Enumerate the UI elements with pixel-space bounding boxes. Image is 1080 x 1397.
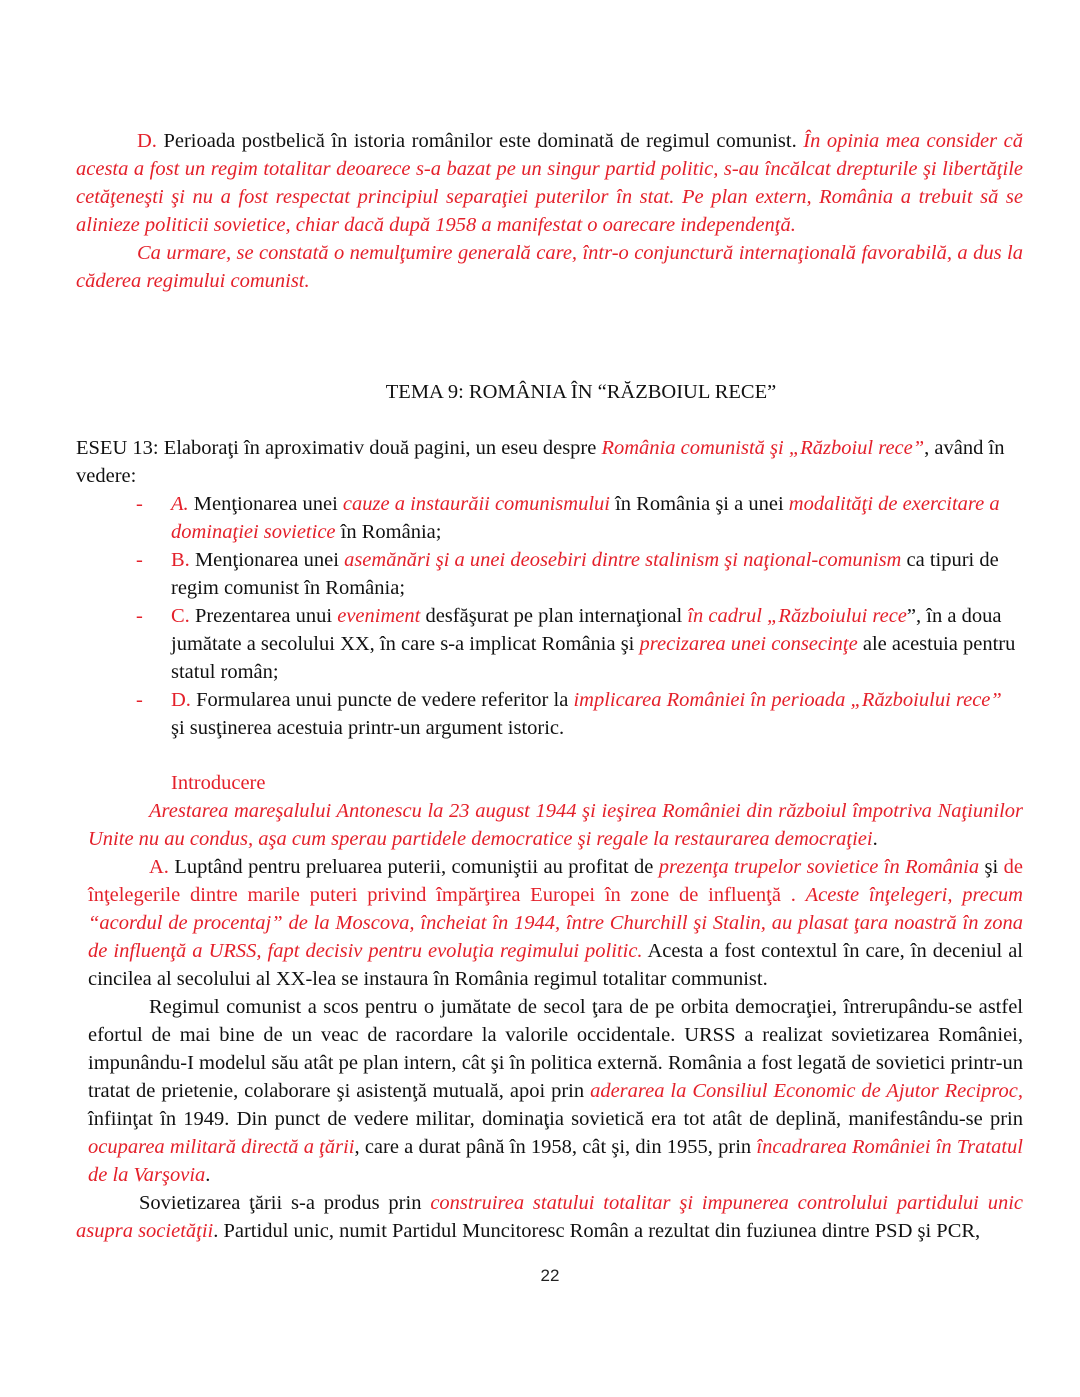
paragraph-highlight: ocuparea militară directă a ţării [88, 1136, 355, 1158]
intro-paragraph-4 [76, 1189, 1023, 1245]
paragraph-text: înfiinţat în 1949. Din punct de vedere militar, dominaţia sovietică era tot atât de deplină, manifestându-se prin [88, 1108, 1023, 1130]
requirement-text: Prezentarea unui [189, 605, 338, 627]
section-d-paragraph [76, 127, 1023, 239]
intro-paragraph-2 [88, 853, 1023, 993]
requirement-label: C. [171, 605, 190, 627]
requirement-text: ale acestuia pentru statul român; [171, 633, 1016, 683]
requirement-text: Formularea unui puncte de vedere referitor la [190, 689, 574, 711]
paragraph-text: . Partidul unic, numit Partidul Muncitoresc Român a rezultat din fuziunea dintre PSD şi PCR, [213, 1220, 981, 1242]
requirement-b [136, 546, 1016, 602]
bullet-dash-icon: - [136, 493, 143, 515]
paragraph-text: şi [979, 856, 1004, 878]
requirement-d [136, 686, 1016, 742]
paragraph-highlight: construirea statului totalitar şi impunerea controlului partidului unic asupra societăţii [76, 1192, 1023, 1242]
paragraph-highlight: încadrarea României în Tratatul de la Varşovia [88, 1136, 1023, 1186]
requirement-a [136, 490, 1016, 546]
requirement-text: desfăşurat pe plan internaţional [420, 605, 688, 627]
requirement-text: ”, în a doua jumătate a secolului XX, în care s-a implicat România şi [171, 605, 1002, 655]
paragraph-text: , care a durat până în 1958, cât şi, din 1955, prin [354, 1136, 757, 1158]
bullet-dash-icon: - [136, 689, 143, 711]
paragraph-text: . [205, 1164, 211, 1186]
section-d-opinion: În opinia mea consider că acesta a fost un regim totalitar deoarece s-a bazat pe un singur partid politic, s-au încălcat drepturile şi libertăţile cetăţeneşti şi nu a fost respectat principiul separaţiei puterilor în stat. Pe plan extern, România a trebuit să se alinieze politicii sovietice, chiar dacă după 1958 a manifestat o oarecare independenţă. [76, 130, 1023, 236]
requirement-text: în România şi a unei [609, 493, 789, 515]
section-d-conclusion [76, 239, 1023, 295]
requirement-highlight: eveniment [337, 605, 421, 627]
requirement-text: şi susţinerea acestuia printr-un argument istoric. [171, 717, 565, 739]
requirement-highlight: implicarea României în perioada „Războiului rece” [573, 689, 1002, 711]
requirement-text: Menţionarea unei [189, 549, 345, 571]
requirement-label: D. [171, 689, 191, 711]
paragraph-text: Acesta a fost contextul în care, în deceniul al cincilea al secolului al XX-lea se instaura în România regimul totalitar communist. [88, 940, 1023, 990]
eseu-topic: România comunistă şi „Războiul rece” [601, 437, 925, 459]
intro-paragraph-1 [88, 797, 1023, 853]
requirement-text: Menţionarea unei [188, 493, 343, 515]
eseu-prefix: ESEU 13: Elaboraţi în aproximativ două pagini, un eseu despre [76, 437, 602, 459]
requirement-highlight: asemănări şi a unei deosebiri dintre stalinism şi naţional-comunism [344, 549, 902, 571]
bullet-dash-icon: - [136, 549, 143, 571]
requirement-highlight: precizarea unei consecinţe [639, 633, 858, 655]
introducere-heading: Introducere [171, 772, 266, 794]
section-d-label: D. [137, 130, 157, 152]
paragraph-text: Luptând pentru preluarea puterii, comuniştii au profitat de [168, 856, 659, 878]
paragraph-text: Sovietizarea ţării s-a produs prin [139, 1192, 431, 1214]
paragraph-red-text: de înţelegerile dintre marile puteri privind împărţirea Europei în zone de influenţă . [88, 856, 1023, 906]
bullet-dash-icon: - [136, 605, 143, 627]
requirement-text: ca tipuri de regim comunist în România; [171, 549, 999, 599]
page-number: 22 [540, 1266, 560, 1285]
paragraph-highlight: Aceste înţelegeri, precum “acordul de procentaj” de la Moscova, încheiat în 1944, între Churchill şi Stalin, au plasat ţara noastră în zona de influenţă a URSS, fapt decisiv pentru evoluţia regimului politic. [88, 884, 1023, 962]
requirements-list [136, 490, 1016, 742]
intro-p1-text: Arestarea mareşalului Antonescu la 23 august 1944 şi ieşirea României din războiul împotriva Naţiunilor Unite nu au condus, aşa cum sperau partidele democratice şi regale la restaurarea democraţiei [88, 800, 1023, 850]
section-a-label: A. [149, 856, 169, 878]
requirement-label: B. [171, 549, 190, 571]
paragraph-highlight: prezenţa trupelor sovietice în România [658, 856, 980, 878]
requirement-c [136, 602, 1016, 686]
tema-title: TEMA 9: ROMÂNIA ÎN “RĂZBOIUL RECE” [385, 381, 777, 403]
paragraph-text: Regimul comunist a scos pentru o jumătate de secol ţara de pe orbita democraţiei, întrerupându-se astfel efortul de mai bine de un veac de racordare la valorile occidentale. URSS a realizat sovietizarea României, impunându-I modelul său atât pe plan intern, cât şi în politica externă. România a fost legată de sovietici printr-un tratat de prietenie, colaborare şi asistenţă mutuală, apoi prin [88, 996, 1023, 1102]
eseu-suffix: , având în vedere: [76, 437, 1005, 487]
section-d-text: Perioada postbelică în istoria românilor este dominată de regimul comunist. [156, 130, 804, 152]
intro-paragraph-3 [88, 993, 1023, 1189]
intro-p1-end: . [872, 828, 878, 850]
requirement-label: A. [171, 493, 189, 515]
conclusion-text: Ca urmare, se constată o nemulţumire generală care, într-o conjunctură internaţională favorabilă, a dus la căderea regimului comunist. [76, 242, 1023, 292]
requirement-highlight: cauze a instaurăii comunismului [342, 493, 610, 515]
eseu-statement [76, 434, 1023, 490]
paragraph-highlight: aderarea la Consiliul Economic de Ajutor Reciproc, [590, 1080, 1023, 1102]
requirement-highlight: în cadrul „Războiului rece [687, 605, 907, 627]
requirement-highlight: modalităţi de exercitare a dominaţiei sovietice [171, 493, 1000, 543]
requirement-text: în România; [335, 521, 442, 543]
